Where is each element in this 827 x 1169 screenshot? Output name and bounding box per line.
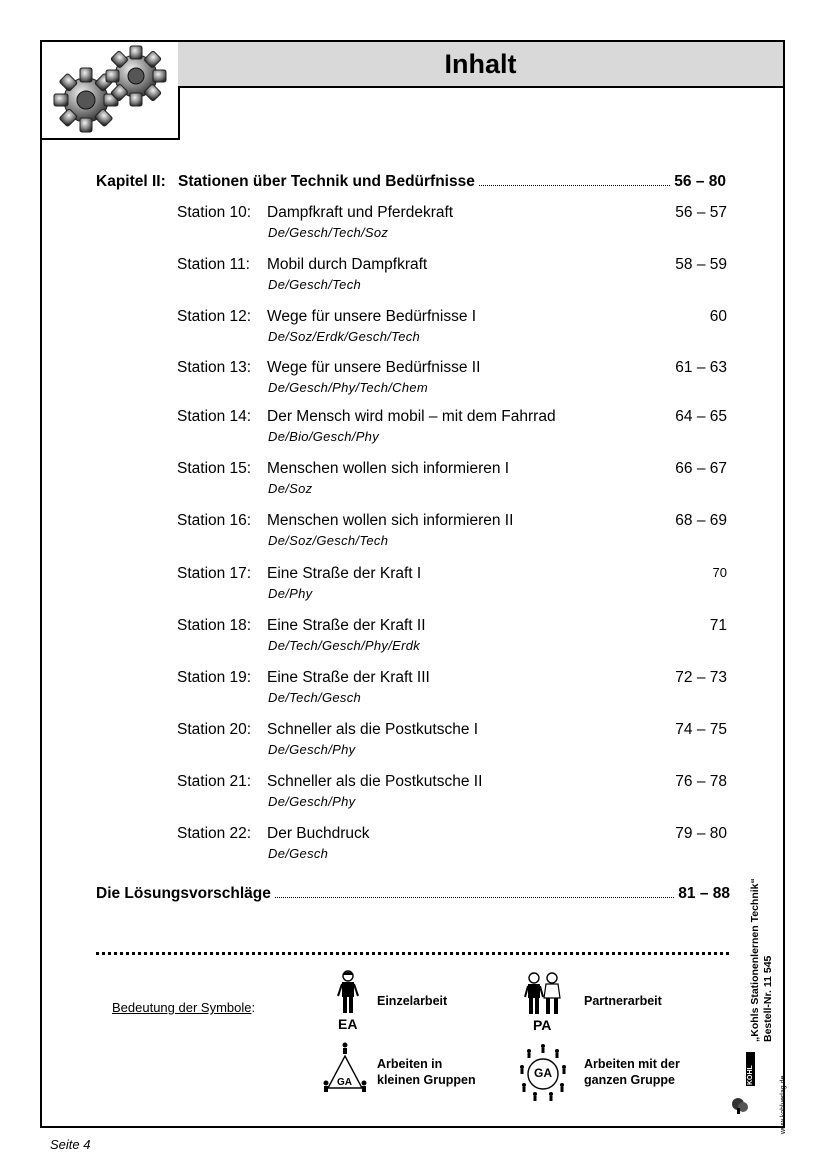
logo-box bbox=[42, 42, 180, 140]
station-title: Menschen wollen sich informieren II bbox=[267, 512, 514, 529]
dot-leader bbox=[275, 896, 674, 898]
station-pages: 56 – 57 bbox=[675, 204, 727, 221]
station-pages: 64 – 65 bbox=[675, 408, 727, 425]
station-label: Station 19: bbox=[177, 669, 252, 686]
station-title: Schneller als die Postkutsche I bbox=[267, 721, 479, 738]
dotted-separator bbox=[96, 952, 729, 955]
station-pages: 60 bbox=[709, 308, 727, 325]
single-person-icon bbox=[336, 970, 360, 1016]
order-number: Bestell-Nr. 11 545 bbox=[762, 955, 774, 1042]
book-title: „Kohls Stationenlernen Technik“ bbox=[749, 878, 761, 1042]
station-label: Station 13: bbox=[177, 359, 252, 376]
station-entry bbox=[177, 669, 727, 711]
station-pages: 68 – 69 bbox=[675, 512, 727, 529]
station-label: Station 12: bbox=[177, 308, 252, 325]
station-label: Station 18: bbox=[177, 617, 252, 634]
station-title: Eine Straße der Kraft II bbox=[267, 617, 426, 634]
station-subjects: De/Tech/Gesch/Phy/Erdk bbox=[268, 638, 421, 653]
ga-whole-label-line2: ganzen Gruppe bbox=[584, 1073, 675, 1087]
station-title: Dampfkraft und Pferdekraft bbox=[267, 204, 454, 221]
station-subjects: De/Soz bbox=[268, 481, 313, 496]
station-entry bbox=[177, 408, 727, 450]
ea-label: Einzelarbeit bbox=[377, 994, 448, 1008]
station-subjects: De/Bio/Gesch/Phy bbox=[268, 429, 380, 444]
station-entry bbox=[177, 825, 727, 867]
station-entry bbox=[177, 460, 727, 502]
station-label: Station 10: bbox=[177, 204, 252, 221]
pa-label: Partnerarbeit bbox=[584, 994, 662, 1008]
station-entry bbox=[177, 773, 727, 815]
station-label: Station 16: bbox=[177, 512, 252, 529]
station-pages: 74 – 75 bbox=[675, 721, 727, 738]
station-pages: 61 – 63 bbox=[675, 359, 727, 376]
station-pages: 72 – 73 bbox=[675, 669, 727, 686]
ga-small-code: GA bbox=[337, 1077, 352, 1088]
station-label: Station 21: bbox=[177, 773, 252, 790]
station-subjects: De/Tech/Gesch bbox=[268, 690, 362, 705]
publisher-name: KOHL bbox=[747, 1065, 754, 1085]
triangle-group-icon bbox=[320, 1042, 370, 1100]
station-pages: 79 – 80 bbox=[675, 825, 727, 842]
solutions-title: Die Lösungsvorschläge bbox=[96, 885, 271, 902]
station-subjects: De/Gesch/Phy/Tech/Chem bbox=[268, 380, 429, 395]
page-title: Inhalt bbox=[178, 42, 783, 88]
station-title: Schneller als die Postkutsche II bbox=[267, 773, 483, 790]
solutions-pages: 81 – 88 bbox=[678, 885, 730, 902]
station-pages: 76 – 78 bbox=[675, 773, 727, 790]
ga-small-label-line1: Arbeiten in bbox=[377, 1057, 443, 1071]
station-title: Der Buchdruck bbox=[267, 825, 370, 842]
ga-whole-label bbox=[584, 1056, 680, 1088]
gears-icon bbox=[46, 44, 174, 136]
station-entry bbox=[177, 565, 727, 607]
legend-title-text: Bedeutung der Symbole bbox=[112, 1000, 252, 1015]
legend-title bbox=[112, 1000, 255, 1015]
station-entry bbox=[177, 617, 727, 659]
station-subjects: De/Soz/Gesch/Tech bbox=[268, 533, 389, 548]
ga-whole-label-line1: Arbeiten mit der bbox=[584, 1057, 680, 1071]
chapter-heading bbox=[96, 173, 726, 191]
station-title: Wege für unsere Bedürfnisse I bbox=[267, 308, 477, 325]
station-label: Station 22: bbox=[177, 825, 252, 842]
station-label: Station 14: bbox=[177, 408, 252, 425]
book-reference bbox=[749, 878, 779, 1042]
station-entry bbox=[177, 721, 727, 763]
page-frame bbox=[40, 40, 787, 1134]
pa-code: PA bbox=[533, 1017, 552, 1033]
station-title: Menschen wollen sich informieren I bbox=[267, 460, 510, 477]
chapter-title: Stationen über Technik und Bedürfnisse bbox=[178, 173, 475, 190]
chapter-pages: 56 – 80 bbox=[674, 173, 726, 190]
station-pages: 66 – 67 bbox=[675, 460, 727, 477]
station-pages: 71 bbox=[709, 617, 727, 634]
station-label: Station 15: bbox=[177, 460, 252, 477]
dot-leader bbox=[479, 184, 670, 186]
solutions-heading bbox=[96, 885, 730, 903]
station-entry bbox=[177, 359, 727, 401]
station-pages: 58 – 59 bbox=[675, 256, 727, 273]
station-label: Station 20: bbox=[177, 721, 252, 738]
station-subjects: De/Gesch/Tech bbox=[268, 277, 362, 292]
station-subjects: De/Soz/Erdk/Gesch/Tech bbox=[268, 329, 421, 344]
station-subjects: De/Gesch/Tech/Soz bbox=[268, 225, 389, 240]
chapter-label: Kapitel II: bbox=[96, 173, 166, 190]
station-title: Eine Straße der Kraft III bbox=[267, 669, 430, 686]
station-pages: 70 bbox=[712, 565, 727, 580]
station-title: Der Mensch wird mobil – mit dem Fahrrad bbox=[267, 408, 556, 425]
publisher-url: www.kohlverlag.de bbox=[780, 1075, 787, 1134]
page-number: Seite 4 bbox=[50, 1137, 91, 1152]
station-subjects: De/Gesch bbox=[268, 846, 329, 861]
ga-small-label bbox=[377, 1056, 476, 1088]
ga-whole-code: GA bbox=[534, 1066, 552, 1080]
legend-title-suffix: : bbox=[251, 1000, 256, 1015]
station-entry bbox=[177, 204, 727, 246]
publisher-logo bbox=[730, 1052, 756, 1119]
station-subjects: De/Gesch/Phy bbox=[268, 742, 356, 757]
station-entry bbox=[177, 512, 727, 554]
station-title: Eine Straße der Kraft I bbox=[267, 565, 422, 582]
station-subjects: De/Phy bbox=[268, 586, 313, 601]
ea-code: EA bbox=[338, 1016, 358, 1032]
station-label: Station 11: bbox=[177, 256, 250, 273]
ga-small-label-line2: kleinen Gruppen bbox=[377, 1073, 476, 1087]
station-entry bbox=[177, 308, 727, 350]
station-title: Mobil durch Dampfkraft bbox=[267, 256, 428, 273]
station-title: Wege für unsere Bedürfnisse II bbox=[267, 359, 481, 376]
station-entry bbox=[177, 256, 727, 298]
station-subjects: De/Gesch/Phy bbox=[268, 794, 356, 809]
two-persons-icon bbox=[524, 972, 562, 1016]
station-label: Station 17: bbox=[177, 565, 252, 582]
